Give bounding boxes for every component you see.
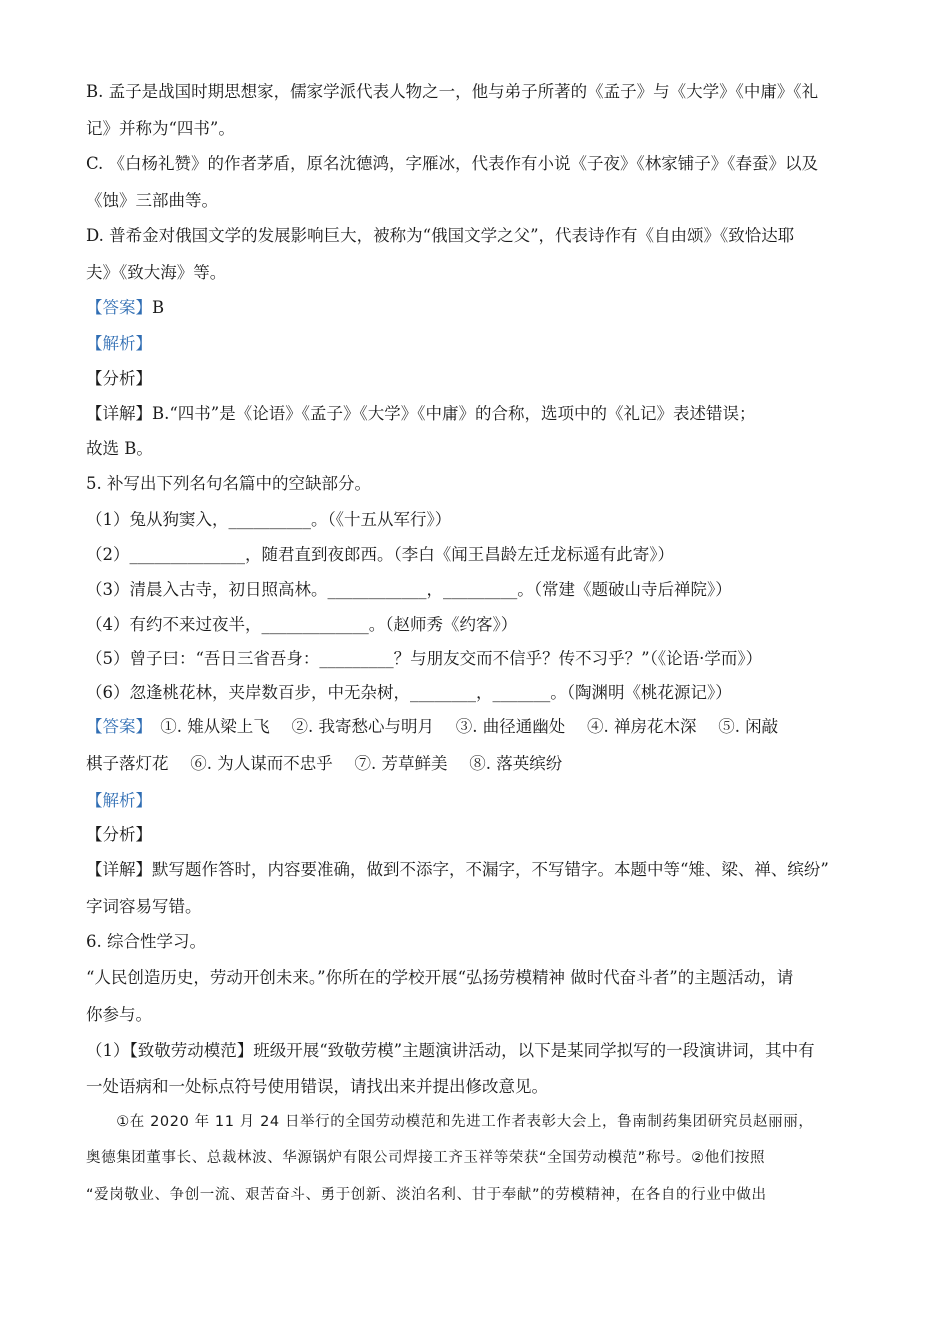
detail-line-q4: 【详解】B.“四书”是《论语》《孟子》《大学》《中庸》的合称，选项中的《礼记》表述错误； — [86, 404, 756, 423]
q5-item-6: （6）忽逢桃花林，夹岸数百步，中无杂树，________，_______。（陶渊明《桃花源记》） — [86, 683, 732, 702]
question-5-title: 5. 补写出下列名句名篇中的空缺部分。 — [86, 474, 371, 493]
q5-item-4: （4）有约不来过夜半，_____________。（赵师秀《约客》） — [86, 615, 518, 634]
q5-item-5: （5）曾子曰：“吾日三省吾身：_________？与朋友交而不信乎？传不习乎？”（《论语·学而》） — [86, 649, 763, 668]
detail-line-q5-cont: 字词容易写错。 — [86, 897, 202, 916]
speech-passage-line-3: “爱岗敬业、争创一流、艰苦奋斗、勇于创新、淡泊名利、甘于奉献”的劳模精神，在各自的行业中做出 — [86, 1187, 767, 1203]
q5-item-1: （1）兔从狗窦入，__________。（《十五从军行》） — [86, 510, 452, 529]
q5-item-2: （2）______________，随君直到夜郎西。（李白《闻王昌龄左迁龙标遥有此寄》） — [86, 545, 674, 564]
answer-label: 【答案】 — [86, 717, 144, 736]
choice-line-q4: 故选 B。 — [86, 439, 153, 458]
answer-line-q5: 【答案】 ①. 雉从梁上飞 ②. 我寄愁心与明月 ③. 曲径通幽处 ④. 禅房花木深 ⑤. 闲敲 — [86, 717, 779, 736]
option-b-line-1: B. 孟子是战国时期思想家，儒家学派代表人物之一，他与弟子所著的《孟子》与《大学》《中庸》《礼 — [86, 82, 819, 101]
q6-intro-2: 你参与。 — [86, 1005, 152, 1024]
option-c-line-2: 《蚀》三部曲等。 — [86, 191, 218, 210]
answer-line-q4 — [86, 296, 866, 320]
speech-passage-line-1: ①在 2020 年 11 月 24 日举行的全国劳动模范和先进工作者表彰大会上，鲁南制药集团研究员赵丽丽， — [86, 1114, 814, 1130]
question-6-title: 6. 综合性学习。 — [86, 932, 206, 951]
detail-line-q5: 【详解】默写题作答时，内容要准确，做到不添字，不漏字，不写错字。本题中等“雉、梁、禅、缤纷” — [86, 860, 829, 879]
option-b-line-2: 记》并称为“四书”。 — [86, 119, 235, 138]
answer-label: 【答案】 — [86, 298, 152, 317]
fenxi-label-q4: 【分析】 — [86, 369, 152, 388]
analysis-label-q4: 【解析】 — [86, 334, 152, 353]
fenxi-label-q5: 【分析】 — [86, 825, 152, 844]
speech-passage-line-2: 奥德集团董事长、总裁林波、华源锅炉有限公司焊接工齐玉祥等荣获“全国劳动模范”称号。②他们按照 — [86, 1150, 766, 1166]
option-c-line-1: C. 《白杨礼赞》的作者茅盾，原名沈德鸿，字雁冰，代表作有小说《子夜》《林家铺子》《春蚕》以及 — [86, 154, 819, 173]
analysis-label-q5: 【解析】 — [86, 791, 152, 810]
q6-intro-1: “人民创造历史，劳动开创未来。”你所在的学校开展“弘扬劳模精神 做时代奋斗者”的主题活动，请 — [86, 968, 794, 987]
option-d-line-2: 夫》《致大海》等。 — [86, 263, 227, 282]
option-d-line-1: D. 普希金对俄国文学的发展影响巨大，被称为“俄国文学之父”，代表诗作有《自由颂》《致恰达耶 — [86, 226, 795, 245]
answer-text: B — [152, 298, 165, 317]
answer-line-q5-cont: 棋子落灯花 ⑥. 为人谋而不忠乎 ⑦. 芳草鲜美 ⑧. 落英缤纷 — [86, 754, 563, 773]
q6-sub1-line-2: 一处语病和一处标点符号使用错误，请找出来并提出修改意见。 — [86, 1077, 548, 1096]
q6-sub1-line-1: （1）【致敬劳动模范】班级开展“致敬劳模”主题演讲活动，以下是某同学拟写的一段演讲词，其中有 — [86, 1041, 815, 1060]
q5-item-3: （3）清晨入古寺，初日照高林。____________，_________。（常建《题破山寺后禅院》） — [86, 580, 732, 599]
